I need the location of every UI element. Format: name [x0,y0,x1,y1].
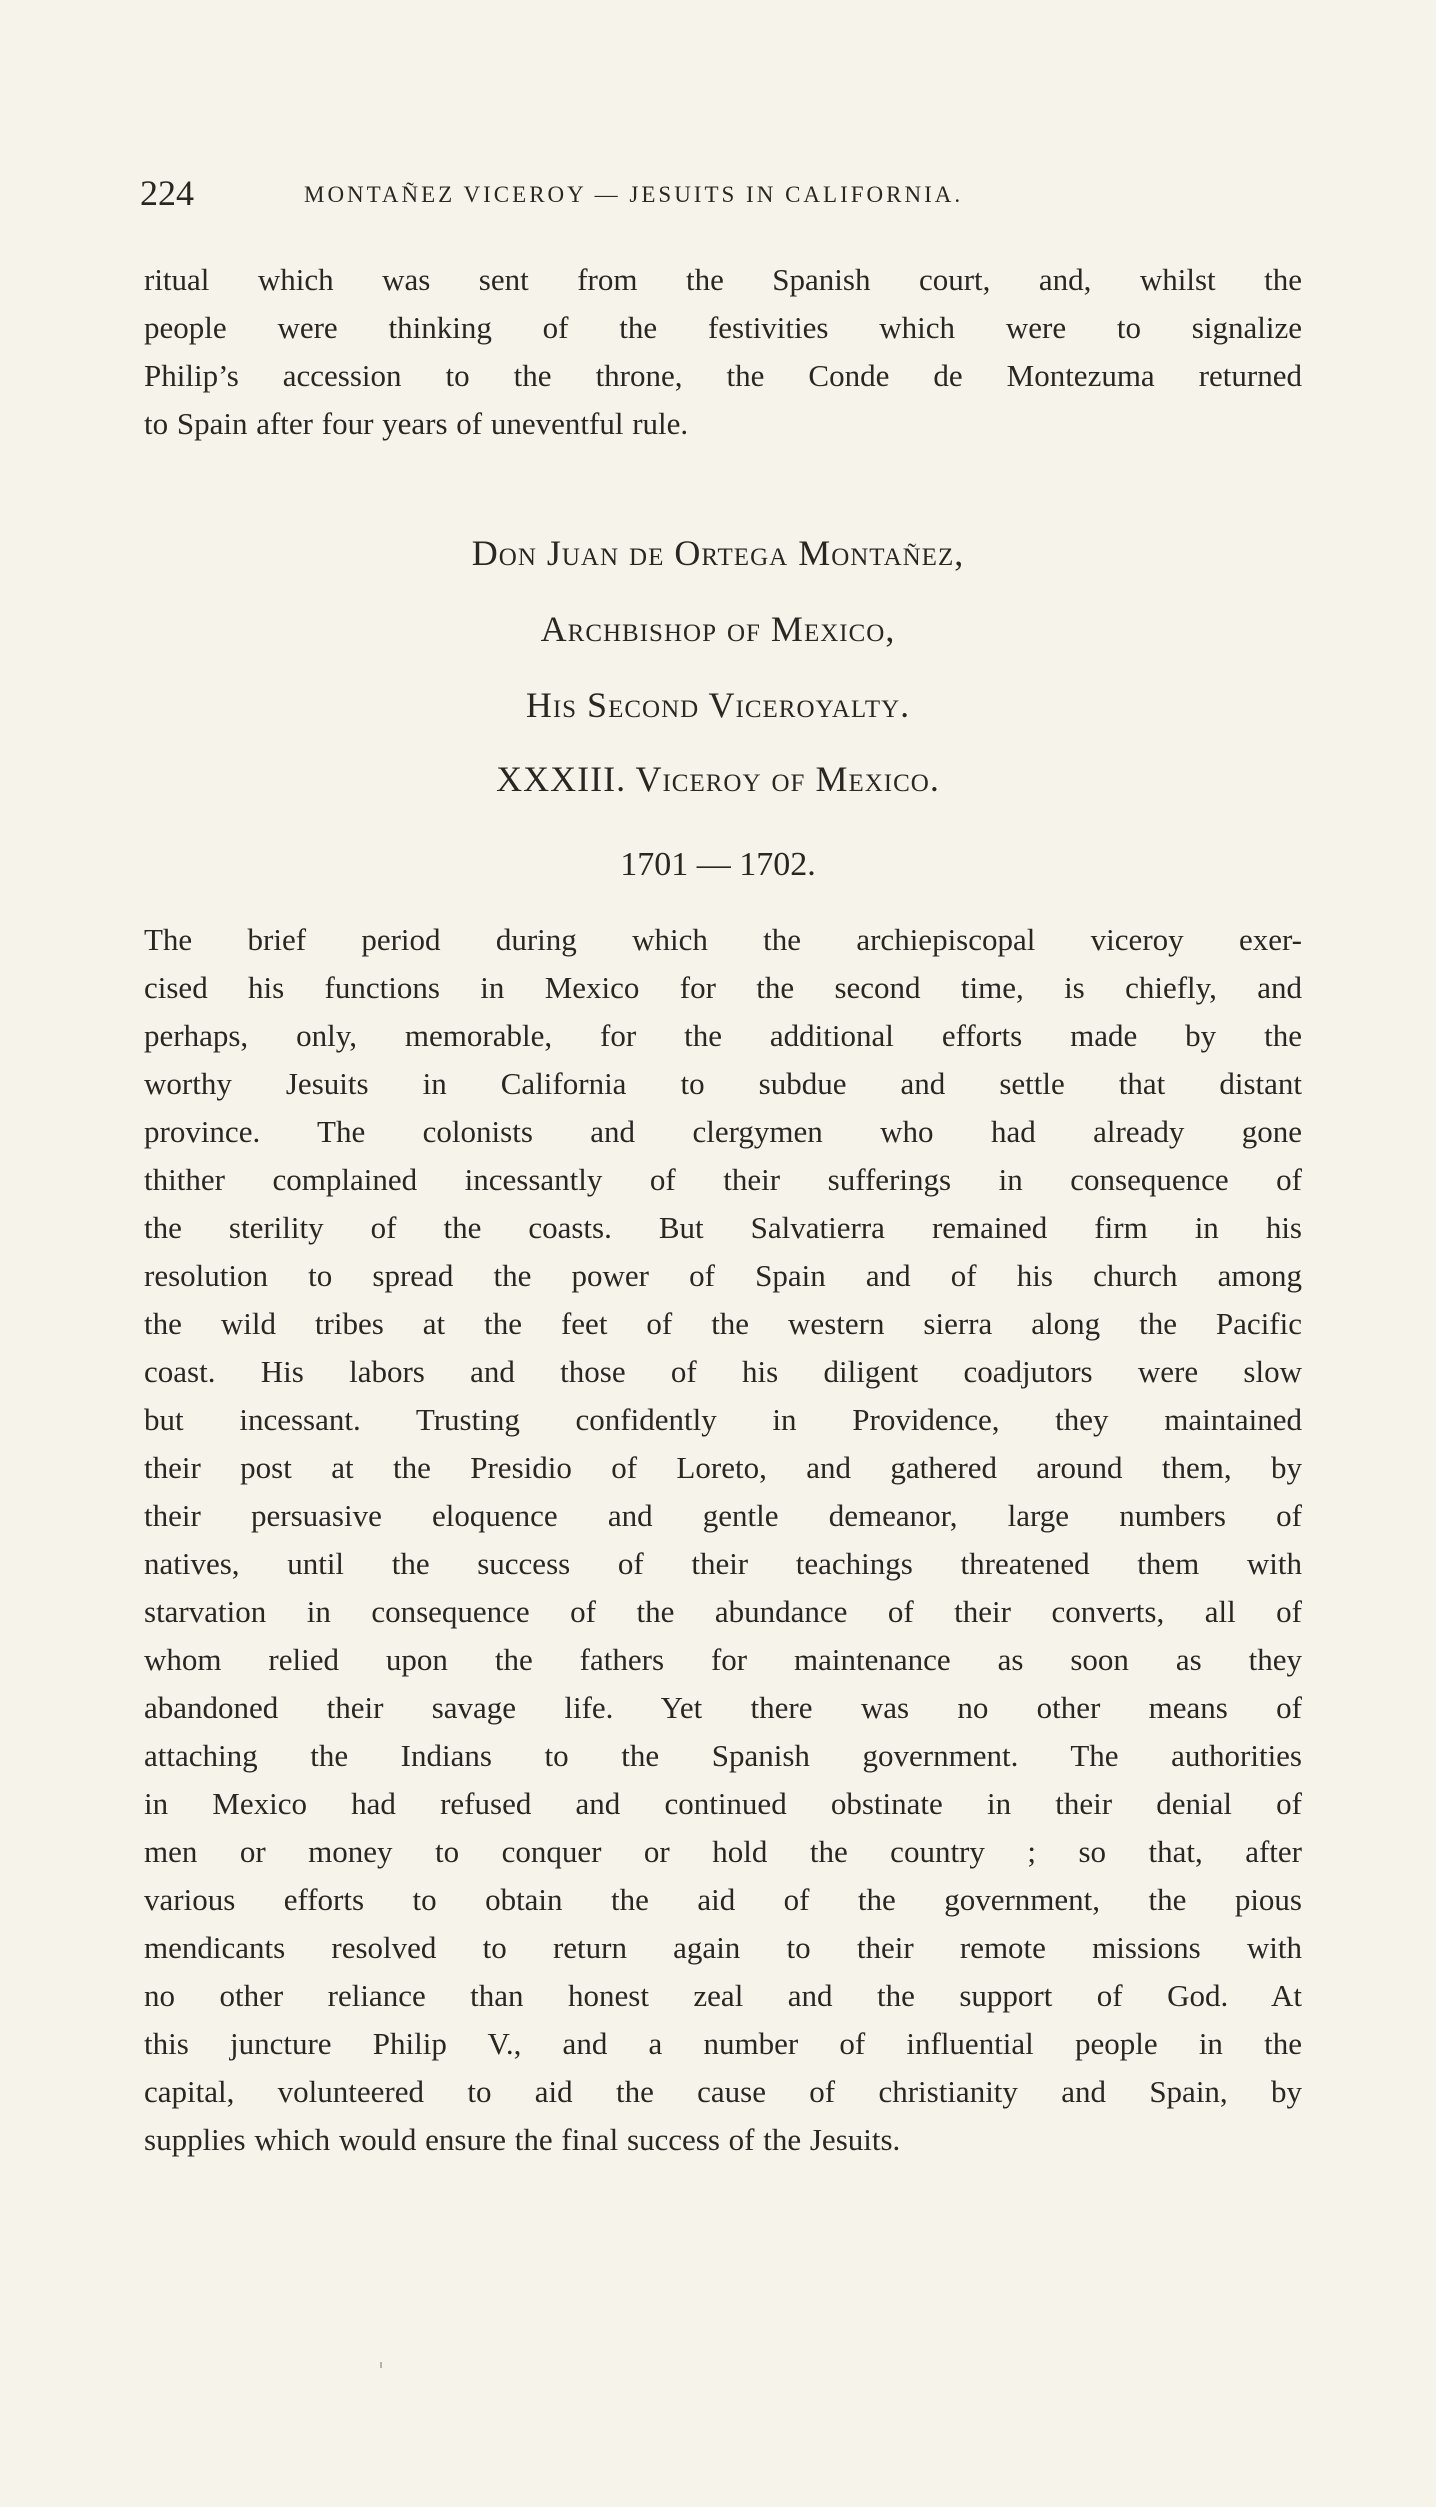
heading-term: His Second Viceroyalty. [525,685,911,725]
text-line: thither complained incessantly of their sufferings in consequence of [144,1162,1302,1197]
text-line: natives, until the success of their teachings threatened them with [144,1546,1302,1581]
text-line: starvation in consequence of the abundance of their converts, all of [144,1594,1302,1629]
body-paragraph [144,916,1302,2164]
text-line: mendicants resolved to return again to their remote missions with [144,1930,1302,1965]
text-line: whom relied upon the fathers for maintenance as soon as they [144,1642,1302,1677]
text-line: men or money to conquer or hold the country ; so that, after [144,1834,1302,1869]
text-line: attaching the Indians to the Spanish government. The authorities [144,1738,1302,1773]
text-line: perhaps, only, memorable, for the additional efforts made by the [144,1018,1302,1053]
text-line: capital, volunteered to aid the cause of christianity and Spain, by [144,2074,1302,2109]
paper-fleck [380,2362,382,2368]
heading-ordinal: XXXIII. Viceroy of Mexico. [496,759,940,799]
heading-viceroy-name: Don Juan de Ortega Montañez, [471,533,965,573]
text-line: in Mexico had refused and continued obstinate in their denial of [144,1786,1302,1821]
text-line: ritual which was sent from the Spanish court, and, whilst the [144,262,1302,297]
heading-office: Archbishop of Mexico, [540,609,896,649]
text-line: coast. His labors and those of his diligent coadjutors were slow [144,1354,1302,1389]
text-line: people were thinking of the festivities which were to signalize [144,310,1302,345]
text-line: The brief period during which the archiepiscopal viceroy exer- [144,922,1302,957]
text-line: the sterility of the coasts. But Salvatierra remained firm in his [144,1210,1302,1245]
text-line: cised his functions in Mexico for the second time, is chiefly, and [144,970,1302,1005]
text-line: the wild tribes at the feet of the western sierra along the Pacific [144,1306,1302,1341]
heading-dates: 1701 — 1702. [620,846,816,883]
text-line: to Spain after four years of uneventful rule. [144,406,689,441]
text-line: no other reliance than honest zeal and the support of God. At [144,1978,1302,2013]
text-line: abandoned their savage life. Yet there was no other means of [144,1690,1302,1725]
running-head [138,172,1148,214]
text-line: but incessant. Trusting confidently in Providence, they maintained [144,1402,1302,1437]
text-line: worthy Jesuits in California to subdue and settle that distant [144,1066,1302,1101]
text-line: resolution to spread the power of Spain and of his church among [144,1258,1302,1293]
text-line: their persuasive eloquence and gentle demeanor, large numbers of [144,1498,1302,1533]
text-line: their post at the Presidio of Loreto, and gathered around them, by [144,1450,1302,1485]
text-line: supplies which would ensure the final success of the Jesuits. [144,2122,901,2157]
page-number: 224 [140,173,194,213]
text-line: this juncture Philip V., and a number of influential people in the [144,2026,1302,2061]
text-line: province. The colonists and clergymen who had already gone [144,1114,1302,1149]
intro-paragraph [144,256,1302,448]
text-line: Philip’s accession to the throne, the Conde de Montezuma returned [144,358,1302,393]
running-title: MONTAÑEZ VICEROY — JESUITS IN CALIFORNIA. [304,182,964,207]
text-line: various efforts to obtain the aid of the government, the pious [144,1882,1302,1917]
